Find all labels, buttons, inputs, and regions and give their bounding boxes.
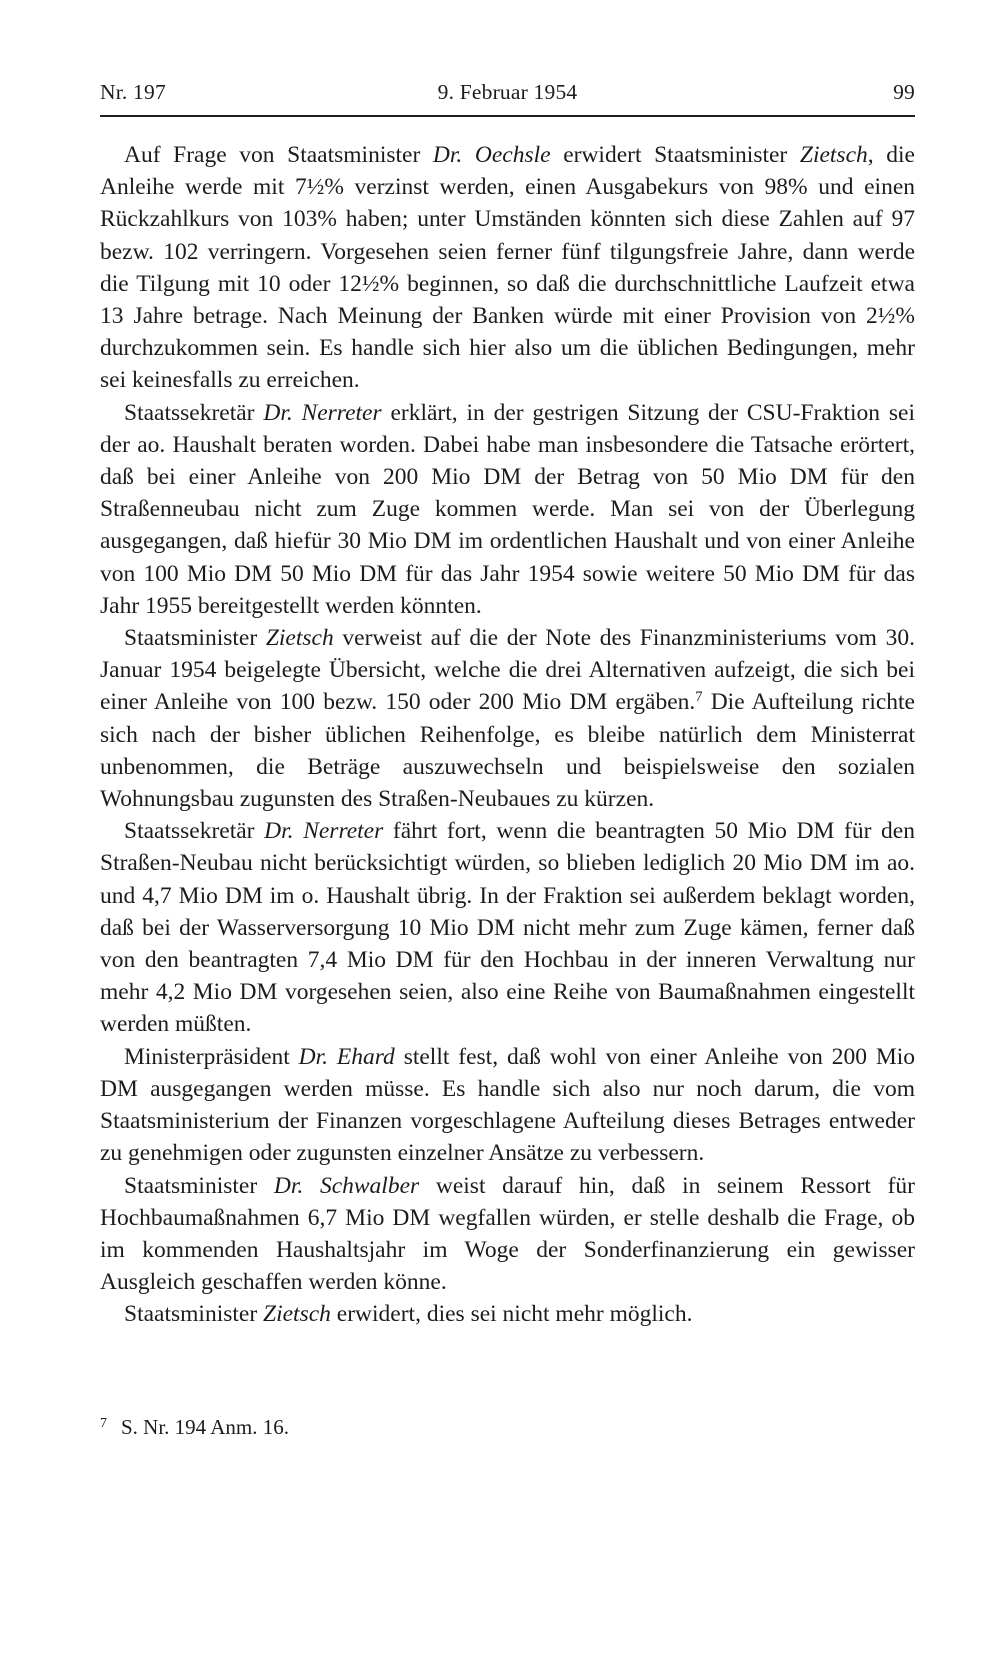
text-run: fährt fort, wenn die beantragten 50 Mio DM für den Straßen-Neubau nicht berücksichtigt würden, so blieben lediglich 20 Mio DM im ao. und 4,7 Mio DM im o. Haushalt übrig. In der Fraktion sei außerdem beklagt worden, daß bei der Wasserversorgung 10 Mio DM nicht mehr zum Zuge kämen, ferner daß von den beantragten 7,4 Mio DM für den Hochbau in der inneren Verwaltung nur mehr 4,2 Mio DM vorgesehen seien, also eine Reihe von Baumaßnahmen eingestellt werden müßten.	[100, 818, 915, 1038]
text-run: Die Aufteilung richte sich nach der bisher üblichen Reihenfolge, es bleibe natürlich dem Ministerrat unbenommen, die Beträge auszuwechseln und beispielsweise den sozialen Wohnungsbau zugunsten des Straßen-Neubaues zu kürzen.	[100, 689, 915, 813]
paragraph	[100, 1298, 915, 1330]
running-number: Nr. 197	[100, 80, 166, 104]
page-number: 99	[893, 80, 915, 104]
paragraph	[100, 1170, 915, 1299]
text-run: Auf Frage von Staatsminister	[124, 142, 433, 168]
body-text	[100, 139, 915, 1331]
person-name: Dr. Ehard	[298, 1043, 395, 1070]
footnote	[100, 1413, 915, 1445]
text-run: erklärt, in der gestrigen Sitzung der CSU-Fraktion sei der ao. Haushalt beraten worden. Dabei habe man insbesondere die Tatsache erörtert, daß bei einer Anleihe von 200 Mio DM der Betrag von 50 Mio DM für den Straßenneubau nicht zum Zuge kommen werde. Man sei von der Überlegung ausgegangen, daß hiefür 30 Mio DM im ordentlichen Haushalt und von einer Anleihe von 100 Mio DM 50 Mio DM für das Jahr 1954 sowie weitere 50 Mio DM für das Jahr 1955 bereitgestellt werden könnten.	[100, 399, 915, 619]
text-run: erwidert Staatsminister	[550, 142, 800, 168]
text-run: erwidert, dies sei nicht mehr möglich.	[330, 1301, 693, 1328]
person-name: Zietsch	[265, 625, 334, 652]
person-name: Dr. Oechsle	[432, 142, 551, 168]
text-run: weist darauf hin, daß in seinem Ressort für Hochbaumaßnahmen 6,7 Mio DM wegfallen würden, er stelle deshalb die Frage, ob im kommenden Haushaltsjahr im Woge der Sonderfinanzierung ein gewisser Ausgleich geschaffen werden könne.	[100, 1172, 915, 1296]
text-run: Ministerpräsident	[124, 1043, 299, 1070]
person-name: Zietsch	[799, 142, 868, 168]
paragraph	[100, 815, 915, 1040]
page-header	[100, 80, 915, 105]
text-run: verweist auf die der Note des Finanzministeriums vom 30. Januar 1954 beigelegte Übersicht, welche die drei Alternativen aufzeigt, die sich bei einer Anleihe von 100 bezw. 150 oder 200 Mio DM ergäben.	[100, 625, 915, 716]
footnote-text: S. Nr. 194 Anm. 16.	[121, 1415, 290, 1439]
paragraph	[100, 139, 915, 397]
person-name: Dr. Nerreter	[263, 399, 382, 426]
paragraphs	[100, 139, 915, 1331]
person-name: Dr. Schwalber	[273, 1172, 420, 1199]
footnote-marker: 7	[100, 1416, 107, 1431]
text-run: Staatsminister	[124, 1172, 274, 1199]
footnote-reference: 7	[695, 689, 703, 706]
text-run: Staatsminister	[124, 625, 266, 652]
text-run: , die Anleihe werde mit 7½% verzinst werden, einen Ausgabekurs von 98% und einen Rückzahlkurs von 103% haben; unter Umständen könnten sich diese Zahlen auf 97 bezw. 102 verringern. Vorgesehen seien ferner fünf tilgungsfreie Jahre, dann werde die Tilgung mit 10 oder 12½% beginnen, so daß die durchschnittliche Laufzeit etwa 13 Jahre betrage. Nach Meinung der Banken würde mit einer Provision von 2½% durchzukommen sein. Es handle sich hier also um die üblichen Bedingungen, mehr sei keinesfalls zu erreichen.	[100, 142, 915, 394]
text-run: Staatssekretär	[124, 399, 264, 426]
paragraph	[100, 397, 915, 622]
text-run: Staatsminister	[124, 1301, 264, 1328]
running-date: 9. Februar 1954	[437, 80, 578, 104]
text-run: stellt fest, daß wohl von einer Anleihe von 200 Mio DM ausgegangen werden müsse. Es handle sich also nur noch darum, die vom Staatsministerium der Finanzen vorgeschlagene Aufteilung dieses Betrages entweder zu genehmigen oder zugunsten einzelner Ansätze zu verbessern.	[100, 1043, 915, 1167]
person-name: Dr. Nerreter	[264, 818, 384, 845]
person-name: Zietsch	[263, 1301, 331, 1328]
header-rule	[100, 115, 915, 117]
paragraph	[100, 622, 915, 815]
text-run: Staatssekretär	[124, 818, 265, 845]
paragraph	[100, 1041, 915, 1170]
